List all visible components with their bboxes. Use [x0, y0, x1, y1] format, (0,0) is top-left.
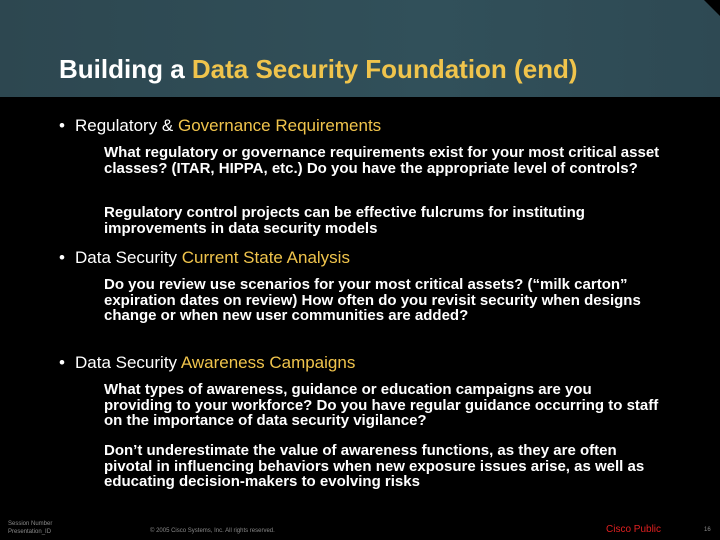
bullet-dot-icon: •	[59, 116, 65, 135]
bullet-current-state	[59, 248, 350, 268]
bullet-main: Data Security	[75, 353, 181, 372]
bullet-regulatory	[59, 116, 381, 136]
bullet-dot-icon: •	[59, 353, 65, 372]
paragraph: Don’t underestimate the value of awareness functions, as they are often pivotal in influencing behaviors when new exposure issues arise, as well as educating decision-makers to evolving risks	[104, 442, 645, 490]
bullet-main: Data Security	[75, 248, 182, 267]
paragraph: What regulatory or governance requirements exist for your most critical asset classes? (ITAR, HIPPA, etc.) Do you have the appropriate level of controls?	[104, 144, 660, 177]
page-number: 16	[704, 527, 711, 533]
slide-title	[59, 54, 578, 85]
bullet-accent: Awareness Campaigns	[180, 353, 356, 372]
session-number: Session Number	[8, 521, 53, 527]
corner-notch	[704, 0, 720, 16]
paragraph: What types of awareness, guidance or education campaigns are you providing to your workforce? Do you have regular guidance occurring to staff on the importance of data security vigilance?	[104, 381, 659, 429]
title-accent: Data Security Foundation (end)	[191, 54, 578, 84]
title-main: Building a	[59, 54, 192, 84]
copyright: © 2005 Cisco Systems, Inc. All rights reserved.	[150, 528, 275, 534]
bullet-main: Regulatory &	[75, 116, 178, 135]
bullet-accent: Current State Analysis	[181, 248, 350, 267]
presentation-id: Presentation_ID	[8, 529, 52, 535]
session-info	[8, 520, 52, 536]
paragraph: Do you review use scenarios for your most critical assets? (“milk carton” expiration dates on review) How often do you revisit security when designs change or when new user communities are added?	[104, 276, 641, 324]
classification-label: Cisco Public	[606, 524, 662, 535]
bullet-accent: Governance Requirements	[178, 116, 382, 135]
bullet-dot-icon: •	[59, 248, 65, 267]
bullet-awareness	[59, 353, 355, 373]
paragraph: Regulatory control projects can be effective fulcrums for instituting improvements in data security models	[104, 204, 585, 237]
